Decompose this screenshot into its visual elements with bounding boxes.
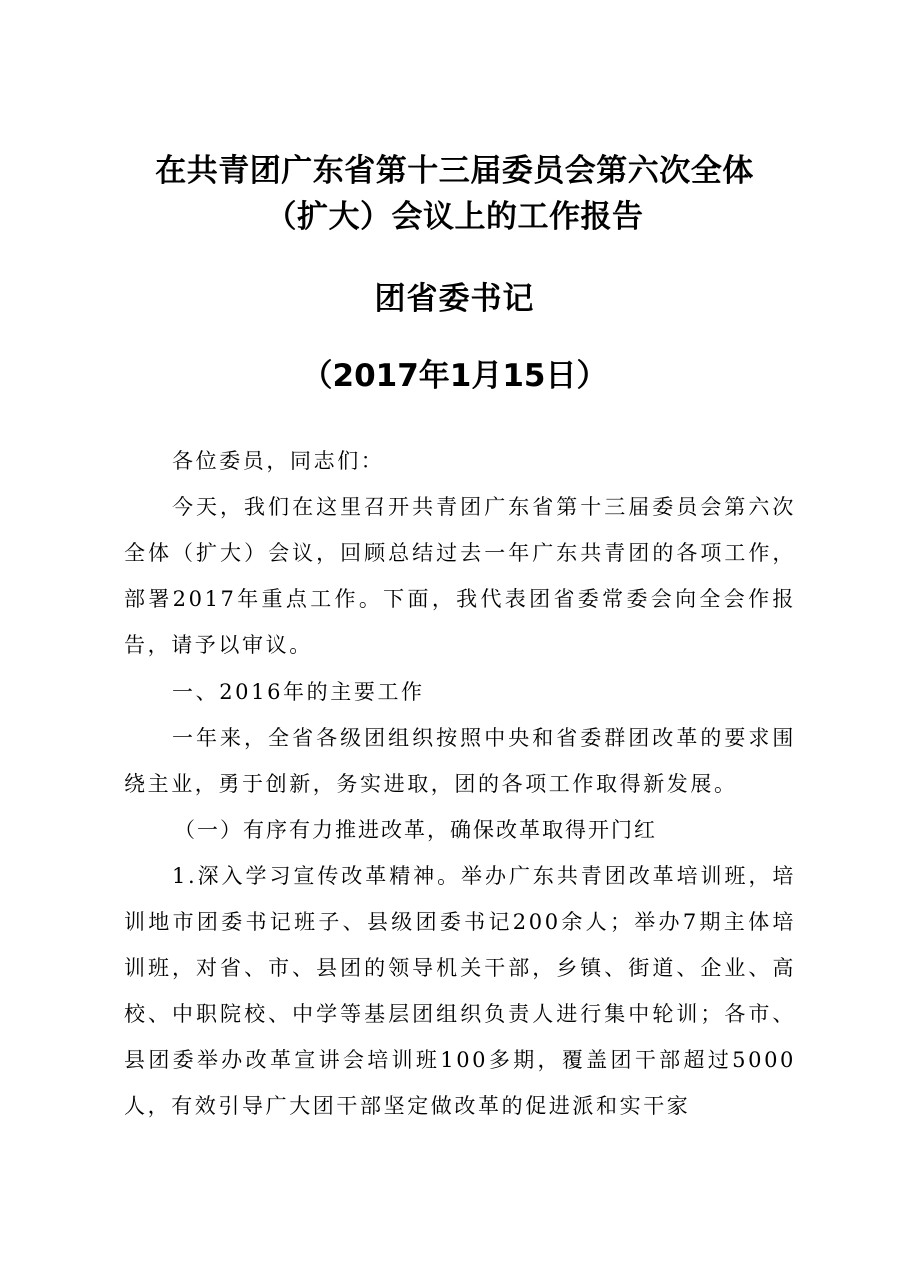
section-heading: 一、2016年的主要工作 [172,680,425,704]
report-title-line-1: 在共青团广东省第十三届委员会第六次全体 [155,153,754,189]
paragraph-body: 1.深入学习宣传改革精神。举办广东共青团改革培训班，培训地市团委书记班子、县级团委书记200余人；举办7期主体培训班，对省、市、县团的领导机关干部，乡镇、街道、企业、高校、中职院校、中学等基层团组织负责人进行集中轮训；各市、县团委举办改革宣讲会培训班100多期，覆盖团干部超过5000人，有效引导广大团干部坚定做改革的促进派和实干家 [124,864,796,1118]
subsection-heading: （一）有序有力推进改革，确保改革取得开门红 [174,818,657,842]
greeting: 各位委员，同志们： [172,449,385,473]
report-title-line-2: （扩大）会议上的工作报告 [265,199,644,235]
author-line: 团省委书记 [374,281,535,317]
paragraph-intro: 今天，我们在这里召开共青团广东省第十三届委员会第六次全体（扩大）会议，回顾总结过去一年广东共青团的各项工作，部署2017年重点工作。下面，我代表团省委常委会向全会作报告，请予以审议。 [124,495,796,657]
report-date: （2017年1月15日） [301,358,608,394]
paragraph-overview: 一年来，全省各级团组织按照中央和省委群团改革的要求围绕主业，勇于创新，务实进取，团的各项工作取得新发展。 [124,726,796,796]
